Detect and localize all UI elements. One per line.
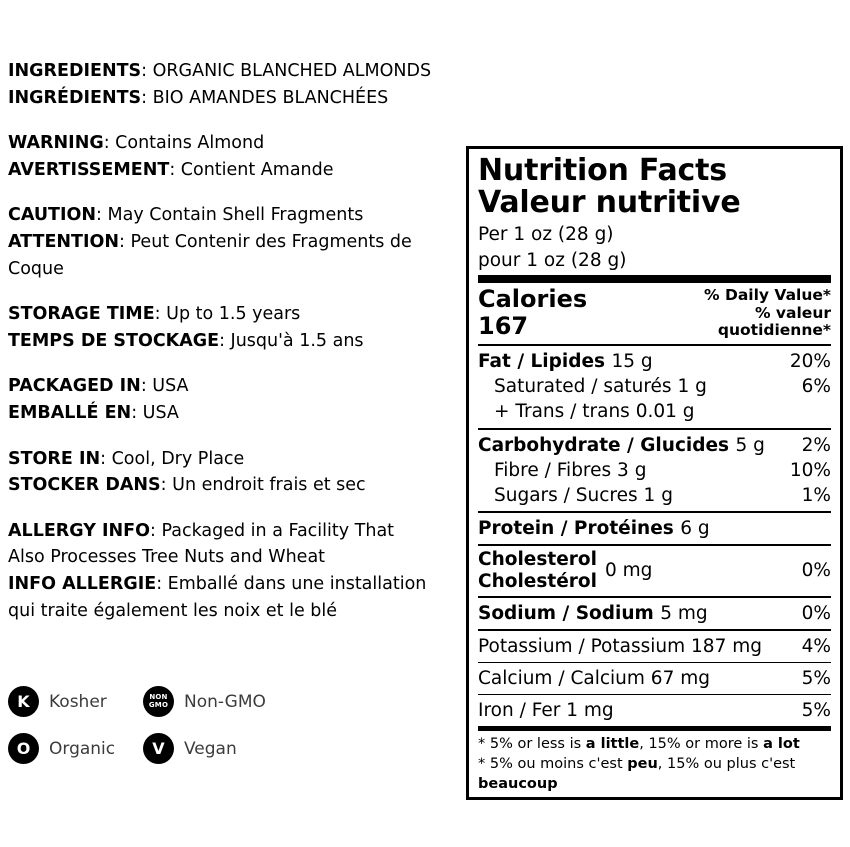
nutrient-name	[478, 699, 794, 722]
nutrient-label: Fat / Lipides	[478, 351, 606, 373]
nutrient-row-calcium	[478, 666, 831, 691]
nutrient-amount: 5 g	[735, 434, 765, 456]
cholesterol-label-fr: Cholestérol	[478, 570, 597, 592]
nutrient-name	[478, 434, 794, 457]
nutrient-row-fibre	[478, 458, 831, 483]
divider	[478, 544, 831, 546]
info-text: : Jusqu'à 1.5 ans	[219, 330, 364, 351]
nutrient-dv: 4%	[801, 635, 831, 657]
info-text: : USA	[131, 402, 179, 423]
info-label: EMBALLÉ EN	[8, 402, 132, 423]
info-block-packaged-in	[8, 373, 448, 426]
nutrient-name	[478, 517, 823, 540]
info-label: PACKAGED IN	[8, 376, 141, 397]
info-text: : Peut Contenir des Fragments de Coque	[8, 231, 418, 279]
badge-non-gmo	[143, 686, 266, 717]
info-text: : BIO AMANDES BLANCHÉES	[141, 87, 389, 108]
info-label: INGREDIENTS	[8, 61, 142, 81]
divider-thin	[478, 694, 831, 695]
nutrient-row-saturated	[478, 374, 831, 399]
nutrient-row-cholesterol	[478, 549, 831, 593]
nutrient-dv: 0%	[801, 560, 831, 581]
kosher-icon: K	[8, 686, 39, 717]
footnote-text: , 15% or more is	[639, 736, 764, 753]
badge-kosher	[8, 686, 143, 717]
nutrient-dv: 20%	[789, 351, 831, 373]
nutrient-dv: 6%	[801, 376, 831, 398]
nutrient-label: Sugars / Sucres	[494, 484, 638, 506]
calories-value: Calories 167	[478, 285, 588, 340]
nutrient-row-protein	[478, 516, 831, 541]
divider	[478, 726, 831, 731]
non-gmo-icon: NON GMO	[143, 686, 174, 717]
nutrient-dv: 2%	[801, 434, 831, 456]
info-text: : ORGANIC BLANCHED ALMONDS	[141, 61, 432, 81]
nutrition-facts-panel	[466, 146, 843, 800]
info-label: STORAGE TIME	[8, 304, 155, 325]
info-line	[8, 328, 448, 355]
nutrient-name	[494, 459, 782, 482]
info-line	[8, 518, 448, 545]
info-label: ALLERGY INFO	[8, 520, 151, 541]
nutrient-name	[478, 635, 794, 658]
nutrient-amount: 187 mg	[691, 635, 762, 657]
nutrient-label: Protein / Protéines	[478, 517, 674, 539]
footnote-text: , 15% ou plus c'est	[657, 755, 796, 772]
info-label: INFO ALLERGIE	[8, 573, 157, 594]
badge-label: Kosher	[49, 691, 107, 712]
serving-size-fr: pour 1 oz (28 g)	[478, 249, 627, 271]
nutrient-label: Saturated / saturés	[494, 376, 672, 398]
info-label: ATTENTION	[8, 231, 120, 252]
certification-badges	[8, 686, 438, 780]
nutrient-label: Fibre / Fibres	[494, 459, 612, 481]
footnote-en	[478, 734, 831, 754]
divider	[478, 344, 831, 346]
divider	[478, 511, 831, 513]
nutrient-row-iron	[478, 698, 831, 723]
footnote-emphasis: beaucoup	[478, 775, 558, 792]
nutrient-label: Calcium / Calcium	[478, 668, 645, 689]
daily-value-header	[641, 287, 831, 339]
divider-thin	[478, 662, 831, 663]
nutrient-amount: 3 g	[617, 459, 647, 481]
info-block-store-in	[8, 446, 448, 499]
vegan-icon: V	[143, 733, 174, 764]
nutrient-dv: 5%	[801, 668, 831, 689]
nutrient-row-sugars	[478, 483, 831, 508]
info-label: WARNING	[8, 133, 104, 154]
nutrient-amount: 1 g	[643, 484, 673, 506]
nutrient-amount: 15 g	[611, 351, 653, 373]
badge-row	[8, 733, 438, 764]
info-block-storage-time	[8, 301, 448, 354]
info-text: : Contient Amande	[169, 159, 334, 180]
badge-organic	[8, 733, 143, 764]
product-info-column	[8, 58, 448, 643]
info-line	[8, 58, 448, 85]
info-block-ingredients	[8, 58, 448, 111]
info-label: INGRÉDIENTS	[8, 87, 142, 108]
info-text: : Packaged in a Facility That	[150, 520, 395, 541]
info-line	[8, 85, 448, 112]
info-text: : May Contain Shell Fragments	[96, 205, 364, 226]
serving-size-en: Per 1 oz (28 g)	[478, 223, 614, 245]
nutrient-label: Carbohydrate / Glucides	[478, 434, 730, 456]
nutrient-name	[478, 350, 782, 373]
badge-label: Vegan	[184, 738, 237, 759]
nutrient-amount: 5 mg	[660, 602, 708, 624]
info-line	[8, 446, 448, 473]
info-label: STORE IN	[8, 448, 101, 469]
nutrient-name	[494, 400, 823, 423]
nutrient-row-sodium	[478, 601, 831, 626]
nutrient-dv: 10%	[789, 459, 831, 481]
daily-value-en: % Daily Value*	[704, 286, 831, 305]
info-line	[8, 472, 448, 499]
nutrient-label: + Trans / trans	[494, 401, 630, 423]
info-line	[8, 400, 448, 427]
nutrient-amount: 1 mg	[566, 700, 614, 722]
nutrition-title-en: Nutrition Facts	[478, 153, 727, 188]
info-line	[8, 157, 448, 184]
info-text: : Emballé dans une installation	[156, 573, 427, 594]
nutrient-amount: 67 mg	[650, 668, 710, 689]
footnote-emphasis: a lot	[763, 736, 800, 753]
info-line	[8, 301, 448, 328]
info-line	[8, 202, 448, 229]
footnote-text: * 5% ou moins c'est	[478, 755, 628, 772]
info-label: STOCKER DANS	[8, 475, 161, 496]
nutrient-row-carbohydrate	[478, 433, 831, 458]
info-line	[8, 373, 448, 400]
nutrient-label: Iron / Fer	[478, 700, 561, 722]
footnote-fr	[478, 754, 831, 774]
nutrient-amount: 0.01 g	[635, 401, 695, 423]
nutrient-name	[494, 375, 794, 398]
nutrient-row-fat	[478, 349, 831, 374]
nutrient-amount: 1 g	[677, 376, 707, 398]
badge-label: Non-GMO	[184, 691, 266, 712]
info-text: : Un endroit frais et sec	[160, 475, 366, 496]
badge-vegan	[143, 733, 237, 764]
info-text: : USA	[140, 376, 189, 397]
nutrient-dv: 0%	[801, 602, 831, 624]
info-text: qui traite également les noix et le blé	[8, 600, 338, 621]
info-label: TEMPS DE STOCKAGE	[8, 330, 220, 351]
nutrient-name	[478, 549, 597, 593]
info-line	[8, 229, 448, 282]
info-text: Also Processes Tree Nuts and Wheat	[8, 547, 326, 568]
badge-row	[8, 686, 438, 717]
nutrient-dv: 1%	[801, 484, 831, 506]
divider	[478, 629, 831, 631]
nutrient-label: Sodium / Sodium	[478, 602, 654, 624]
daily-value-fr: % valeur quotidienne*	[717, 303, 831, 339]
info-line	[8, 130, 448, 157]
cholesterol-label-en: Cholesterol	[478, 549, 597, 571]
info-label: CAUTION	[8, 205, 97, 226]
nutrient-name	[494, 484, 794, 507]
nutrient-row-trans	[478, 399, 831, 424]
divider	[478, 428, 831, 430]
nutrient-label: Potassium / Potassium	[478, 635, 686, 657]
footnote-emphasis: a little	[585, 736, 640, 753]
info-text: : Contains Almond	[103, 133, 265, 154]
info-line	[8, 598, 448, 625]
nutrient-name	[478, 602, 794, 625]
nutrition-title-fr: Valeur nutritive	[478, 185, 741, 221]
divider	[478, 596, 831, 598]
calories-row	[478, 285, 831, 341]
info-block-allergy-info	[8, 518, 448, 624]
footnote-fr-cont	[478, 774, 831, 794]
nutrient-amount: 0 mg	[604, 560, 653, 581]
info-block-caution	[8, 202, 448, 282]
nutrient-amount: 6 g	[680, 517, 710, 539]
organic-icon: O	[8, 733, 39, 764]
nutrient-row-potassium	[478, 634, 831, 659]
footnote-text: * 5% or less is	[478, 736, 586, 753]
badge-label: Organic	[49, 738, 116, 759]
info-line	[8, 544, 448, 571]
footnote-emphasis: peu	[627, 755, 658, 772]
divider-thick	[478, 275, 831, 283]
nutrient-name	[478, 667, 794, 690]
info-label: AVERTISSEMENT	[8, 159, 170, 180]
info-text: : Cool, Dry Place	[100, 448, 245, 469]
info-block-warning	[8, 130, 448, 183]
info-line	[8, 571, 448, 598]
info-text: : Up to 1.5 years	[154, 304, 301, 325]
nutrient-dv: 5%	[801, 700, 831, 722]
